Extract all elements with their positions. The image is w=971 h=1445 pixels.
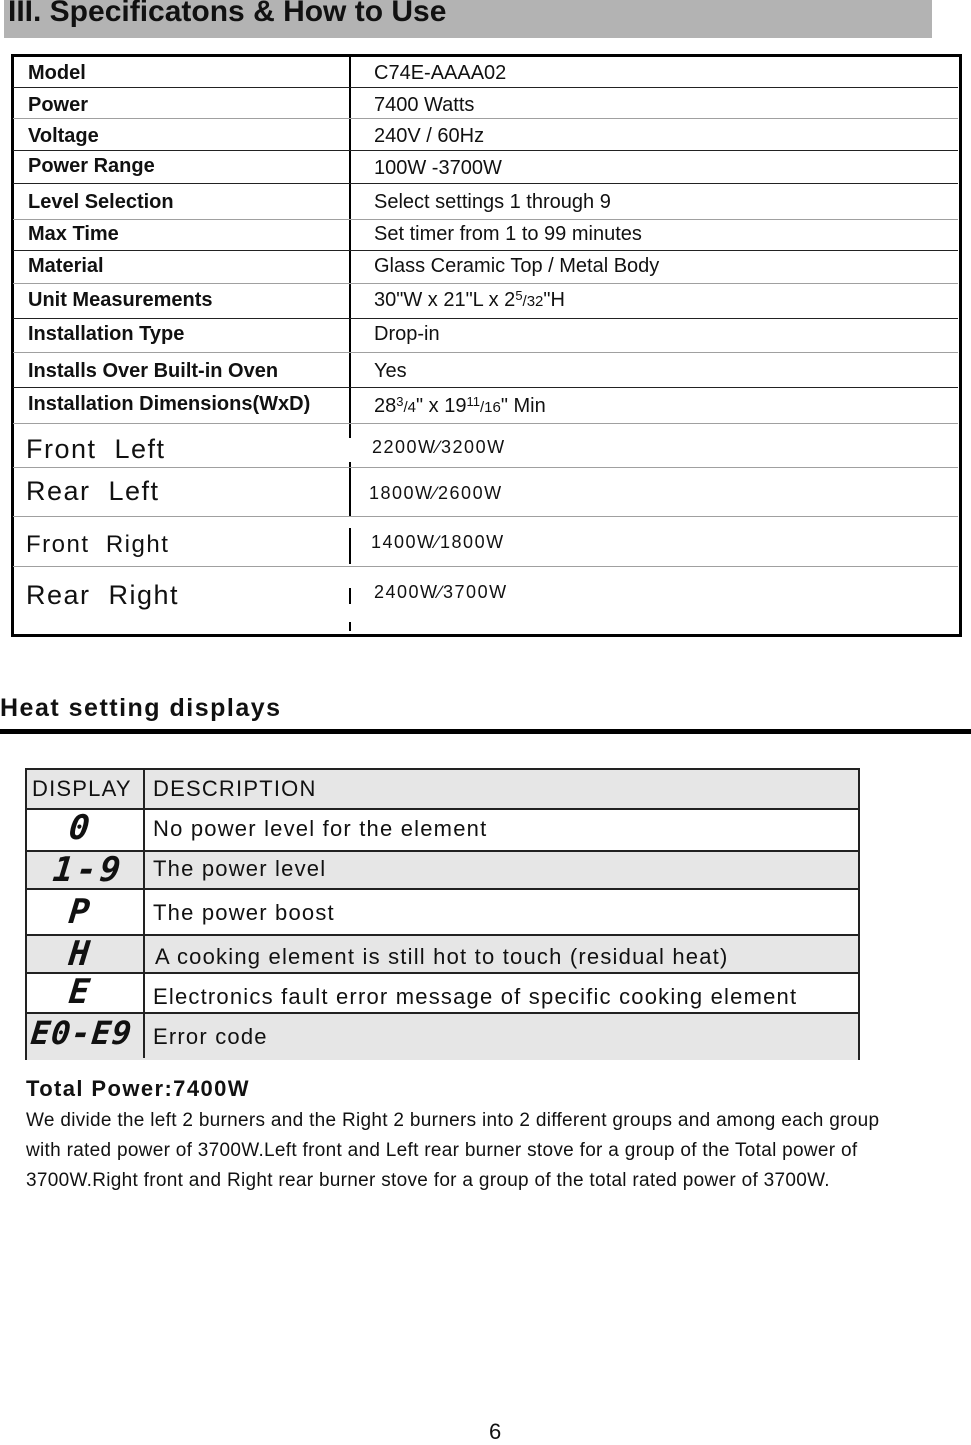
description-electronics-fault: Electronics fault error message of specific cooking element [153,984,798,1009]
row-divider [13,566,958,567]
value-part: 30"W x 21"L x 2 [374,289,516,311]
spec-label-unit-measurements: Unit Measurements [28,289,213,311]
value-part: " x 19 [416,395,467,417]
spec-value-voltage: 240V / 60Hz [374,125,485,147]
row-divider [13,250,958,251]
table-row [27,850,858,890]
spec-value-unit-measurements [374,289,565,312]
column-header-description: DESCRIPTION [153,776,317,801]
spec-label-installs-over-oven: Installs Over Built-in Oven [28,360,279,382]
row-divider [13,118,958,119]
column-divider [143,770,145,1058]
description-power-level: The power level [153,856,327,881]
burner-value-rear-left: 1800W∕2600W [369,483,503,503]
column-divider [349,57,351,631]
fraction-denominator: /4 [403,399,416,416]
row-divider [13,516,958,517]
display-symbol-e: E [66,972,95,1012]
value-part: 28 [374,395,397,417]
spec-value-power-range: 100W -3700W [374,157,502,179]
display-symbol-p: P [66,892,95,932]
heat-settings-table [25,768,860,1060]
burner-value-rear-right: 2400W∕3700W [374,582,508,602]
row-divider [13,150,958,151]
description-power-boost: The power boost [153,900,335,925]
table-row [27,1012,858,1060]
page-number: 6 [489,1419,502,1444]
divider-gap [345,604,355,622]
spec-label-material: Material [28,255,104,277]
row-divider [13,283,958,284]
burner-value-front-right: 1400W∕1800W [371,532,505,552]
value-part: " Min [500,395,546,417]
row-divider [13,318,958,319]
section-title: III. Specificatons & How to Use [8,0,447,28]
row-divider [13,219,958,220]
table-row [27,888,858,936]
fraction-numerator: 3 [396,394,404,409]
spec-label-level-selection: Level Selection [28,191,174,213]
description-no-power [153,816,487,842]
burner-label-rear-right: Rear Right [26,580,180,610]
spec-value-power: 7400 Watts [374,94,475,116]
spec-label-max-time: Max Time [28,223,119,245]
display-symbol-1-9: 1-9 [50,850,126,890]
spec-label-installation-type: Installation Type [28,323,185,345]
fraction-denominator: /32 [522,293,544,310]
description-residual-heat: A cooking element is still hot to touch (residual heat) [155,944,729,969]
spec-label-installation-dimensions: Installation Dimensions(WxD) [28,393,311,415]
row-divider [13,183,958,184]
table-header-row [27,770,858,808]
fraction-numerator: 5 [515,288,523,303]
description-text: power level for the element [183,816,488,841]
heat-settings-rule [0,729,971,734]
spec-value-model: C74E-AAAA02 [374,62,507,84]
row-divider [13,423,958,424]
row-divider [13,387,958,388]
spec-label-model: Model [28,62,86,84]
spec-value-max-time: Set timer from 1 to 99 minutes [374,223,642,245]
spec-value-installation-dimensions [374,395,546,418]
row-divider [13,467,958,468]
burner-value-front-left: 2200W∕3200W [372,437,506,457]
spec-value-level-selection: Select settings 1 through 9 [374,191,611,213]
spec-label-voltage: Voltage [28,125,99,147]
description-error-code: Error code [153,1024,268,1049]
fraction-denominator: /16 [479,399,501,416]
display-symbol-h: H [66,934,95,974]
spec-value-installation-type: Drop-in [374,323,440,345]
divider-gap [345,516,355,528]
display-symbol-zero: 0 [66,808,95,848]
row-divider [13,352,958,353]
total-power-line: with rated power of 3700W.Left front and Left rear burner stove for a group of the Total power of [26,1140,858,1161]
value-part: "H [543,289,565,311]
divider-gap [345,438,355,462]
total-power-line: 3700W.Right front and Right rear burner stove for a group of the total rated power of 3700W. [26,1170,830,1191]
heat-settings-title: Heat setting displays [0,694,282,722]
column-header-display: DISPLAY [32,776,132,801]
spec-label-power-range: Power Range [28,155,155,177]
burner-label-front-left: Front Left [26,434,166,464]
description-prefix: No [153,816,184,841]
total-power-line: We divide the left 2 burners and the Right 2 burners into 2 different groups and among each group [26,1110,880,1131]
spec-value-material: Glass Ceramic Top / Metal Body [374,255,660,277]
row-divider [13,87,958,88]
spec-label-power: Power [28,94,89,116]
burner-label-rear-left: Rear Left [26,476,160,506]
spec-value-installs-over-oven: Yes [374,360,407,382]
divider-gap [345,564,355,588]
burner-label-front-right: Front Right [26,531,170,558]
fraction-numerator: 11 [466,394,480,409]
display-symbol-e0-e9: E0-E9 [29,1014,135,1052]
total-power-title: Total Power:7400W [26,1076,250,1101]
